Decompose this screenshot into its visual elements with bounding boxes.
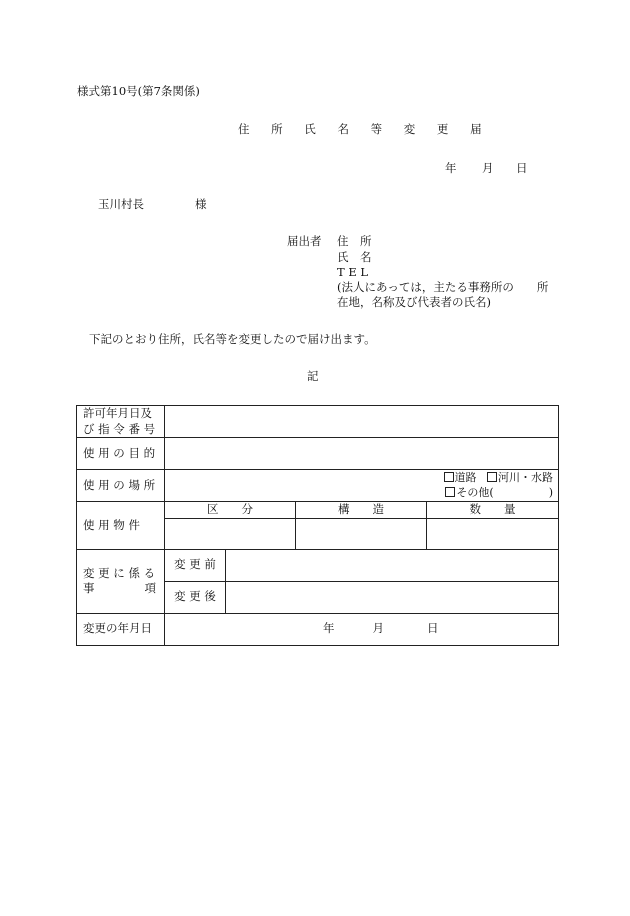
permit-field[interactable] (165, 406, 559, 438)
change-matters-label (77, 549, 165, 613)
applicant-tel-label: T E L (337, 265, 369, 279)
applicant-note-line1: (法人にあっては，主たる事務所の 所 (337, 280, 549, 294)
quantity-field[interactable] (427, 518, 559, 549)
change-matters-line2-b: 項 (144, 581, 156, 596)
structure-header: 構 造 (296, 502, 427, 519)
notice-text: 下記のとおり住所，氏名等を変更したので届け出ます。 (89, 332, 376, 346)
permit-label-line1: 許可年月日及 (83, 406, 152, 420)
table-row-permit (77, 406, 559, 438)
change-date-day: 日 (427, 621, 439, 636)
table-row-change-before (77, 549, 559, 581)
table-row-items-header (77, 502, 559, 519)
location-field[interactable] (165, 470, 559, 502)
quantity-header: 数 量 (427, 502, 559, 519)
purpose-label: 使 用 の 目 的 (77, 438, 165, 470)
document-title: 住 所 氏 名 等 変 更 届 (238, 122, 491, 136)
category-header: 区 分 (165, 502, 296, 519)
road-checkbox[interactable] (444, 472, 454, 482)
purpose-field[interactable] (165, 438, 559, 470)
road-option-label: 道路 (454, 470, 477, 484)
permit-label (77, 406, 165, 438)
before-change-field[interactable] (226, 549, 559, 581)
other-option-label: その他( ) (456, 485, 553, 499)
change-date-year: 年 (323, 621, 335, 636)
recipient-honorific: 様 (195, 197, 207, 211)
date-day-label: 日 (516, 161, 528, 175)
date-year-label: 年 (445, 161, 457, 175)
after-change-field[interactable] (226, 581, 559, 613)
change-matters-line2 (83, 581, 164, 597)
applicant-note-line2: 在地，名称及び代表者の氏名) (337, 295, 491, 309)
items-label: 使 用 物 件 (77, 502, 165, 550)
table-row-change-date (77, 613, 559, 645)
change-matters-line2-a: 事 (83, 581, 95, 596)
applicant-label: 届出者 (287, 234, 322, 248)
location-label: 使 用 の 場 所 (77, 470, 165, 502)
recipient-name: 玉川村長 (98, 197, 144, 211)
table-row-purpose (77, 438, 559, 470)
change-date-label: 変更の年月日 (77, 613, 165, 645)
permit-label-line2: び 指 令 番 号 (83, 421, 156, 436)
change-date-month: 月 (372, 621, 384, 636)
change-matters-line1: 変 更 に 係 る (83, 565, 156, 580)
other-checkbox[interactable] (445, 487, 455, 497)
river-checkbox[interactable] (487, 472, 497, 482)
date-month-label: 月 (482, 161, 494, 175)
after-change-label: 変 更 後 (165, 581, 226, 613)
river-option-label: 河川・水路 (498, 470, 553, 484)
applicant-address-label: 住 所 (337, 234, 372, 248)
applicant-name-label: 氏 名 (337, 250, 372, 264)
change-date-field[interactable] (165, 613, 559, 645)
table-row-location (77, 470, 559, 502)
form-number: 様式第10号(第7条関係) (77, 84, 200, 98)
notification-table (76, 405, 559, 646)
ki-heading: 記 (307, 369, 319, 383)
before-change-label: 変 更 前 (165, 549, 226, 581)
category-field[interactable] (165, 518, 296, 549)
structure-field[interactable] (296, 518, 427, 549)
